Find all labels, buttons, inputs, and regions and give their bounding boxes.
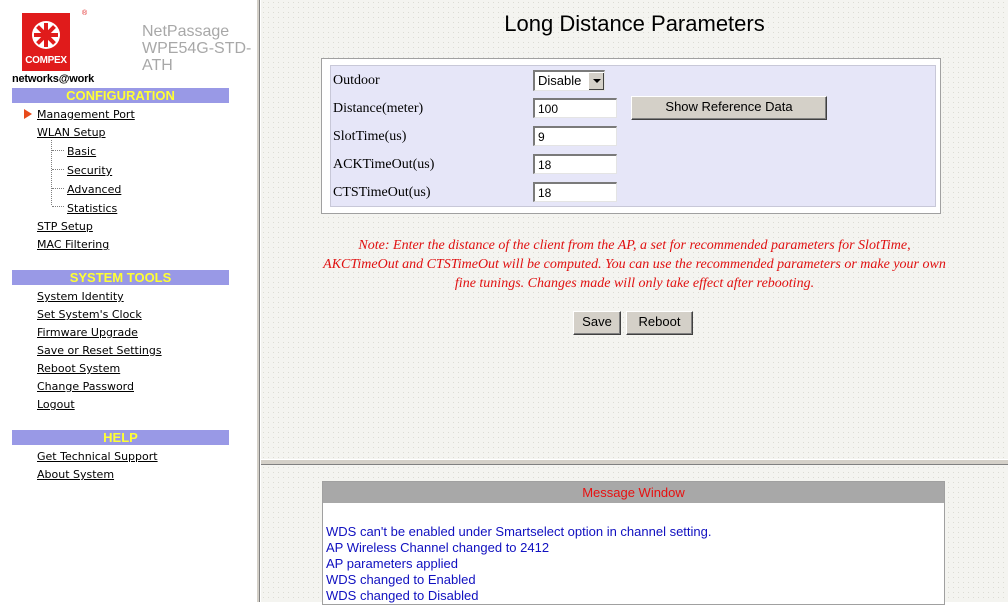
outdoor-select[interactable] [533, 70, 605, 91]
page-title: Long Distance Parameters [504, 11, 765, 36]
outdoor-label: Outdoor [333, 73, 380, 88]
gear-logo-icon [28, 17, 64, 53]
message-line: WDS can't be enabled under Smartselect option in channel setting. [326, 524, 712, 539]
nav-save-reset-settings[interactable]: Save or Reset Settings [37, 344, 162, 357]
distance-label: Distance(meter) [333, 101, 424, 116]
nav-wlan-setup[interactable]: WLAN Setup [37, 126, 106, 139]
nav-security[interactable]: Security [67, 164, 113, 177]
dropdown-arrow-icon[interactable] [588, 72, 604, 90]
outdoor-selected-value: Disable [538, 73, 582, 88]
note-line: fine tunings. Changes made will only take effect after rebooting. [454, 276, 815, 291]
nav-reboot-system[interactable]: Reboot System [37, 362, 121, 375]
message-line: AP Wireless Channel changed to 2412 [326, 540, 550, 555]
tree-branch [52, 188, 64, 189]
frame-splitter[interactable] [256, 0, 260, 602]
tree-branch [52, 206, 64, 207]
distance-input[interactable] [533, 98, 617, 118]
nav-mac-filtering[interactable]: MAC Filtering [37, 238, 110, 251]
navigation-sidebar [0, 0, 256, 602]
note-line: AKCTimeOut and CTSTimeOut will be computed. You can use the recommended parameters or make your own [323, 257, 946, 272]
message-line: AP parameters applied [326, 556, 459, 571]
nav-advanced[interactable]: Advanced [67, 183, 122, 196]
nav-set-system-clock[interactable]: Set System's Clock [37, 308, 142, 321]
nav-statistics[interactable]: Statistics [67, 202, 118, 215]
show-reference-data-button[interactable]: Show Reference Data [631, 96, 827, 120]
ack-timeout-input[interactable] [533, 154, 617, 174]
cts-timeout-input[interactable] [533, 182, 617, 202]
configuration-heading: CONFIGURATION [12, 88, 229, 103]
tree-branch [52, 150, 64, 151]
logo-text: COMPEX [25, 55, 67, 66]
save-button[interactable]: Save [573, 311, 621, 335]
slot-time-input[interactable] [533, 126, 617, 146]
help-heading: HELP [12, 430, 229, 445]
compex-logo [22, 13, 70, 71]
tree-branch [52, 169, 64, 170]
message-window [322, 481, 945, 605]
message-frame [261, 465, 1008, 602]
nav-firmware-upgrade[interactable]: Firmware Upgrade [37, 326, 138, 339]
system-tools-heading: SYSTEM TOOLS [12, 270, 229, 285]
nav-technical-support[interactable]: Get Technical Support [37, 450, 158, 463]
cts-timeout-label: CTSTimeOut(us) [333, 185, 431, 200]
nav-logout[interactable]: Logout [37, 398, 75, 411]
note-text [261, 236, 1008, 293]
nav-management-port[interactable]: Management Port [37, 108, 135, 121]
registered-mark: ® [82, 10, 88, 17]
main-content-frame [261, 0, 1008, 459]
product-name: NetPassage WPE54G-STD-ATH [142, 23, 252, 74]
slot-time-label: SlotTime(us) [333, 129, 407, 144]
note-line: Note: Enter the distance of the client from the AP, a set for recommended parameters for SlotTime, [358, 238, 911, 253]
nav-system-identity[interactable]: System Identity [37, 290, 124, 303]
message-line: WDS changed to Disabled [326, 588, 479, 603]
nav-about-system[interactable]: About System [37, 468, 115, 481]
message-line: WDS changed to Enabled [326, 572, 476, 587]
ack-timeout-label: ACKTimeOut(us) [333, 157, 435, 172]
message-window-title: Message Window [323, 482, 944, 503]
nav-stp-setup[interactable]: STP Setup [37, 220, 93, 233]
reboot-button[interactable]: Reboot [626, 311, 693, 335]
nav-change-password[interactable]: Change Password [37, 380, 134, 393]
brand-tagline: networks@work [12, 73, 95, 85]
current-page-arrow-icon [24, 109, 32, 119]
nav-basic[interactable]: Basic [67, 145, 97, 158]
